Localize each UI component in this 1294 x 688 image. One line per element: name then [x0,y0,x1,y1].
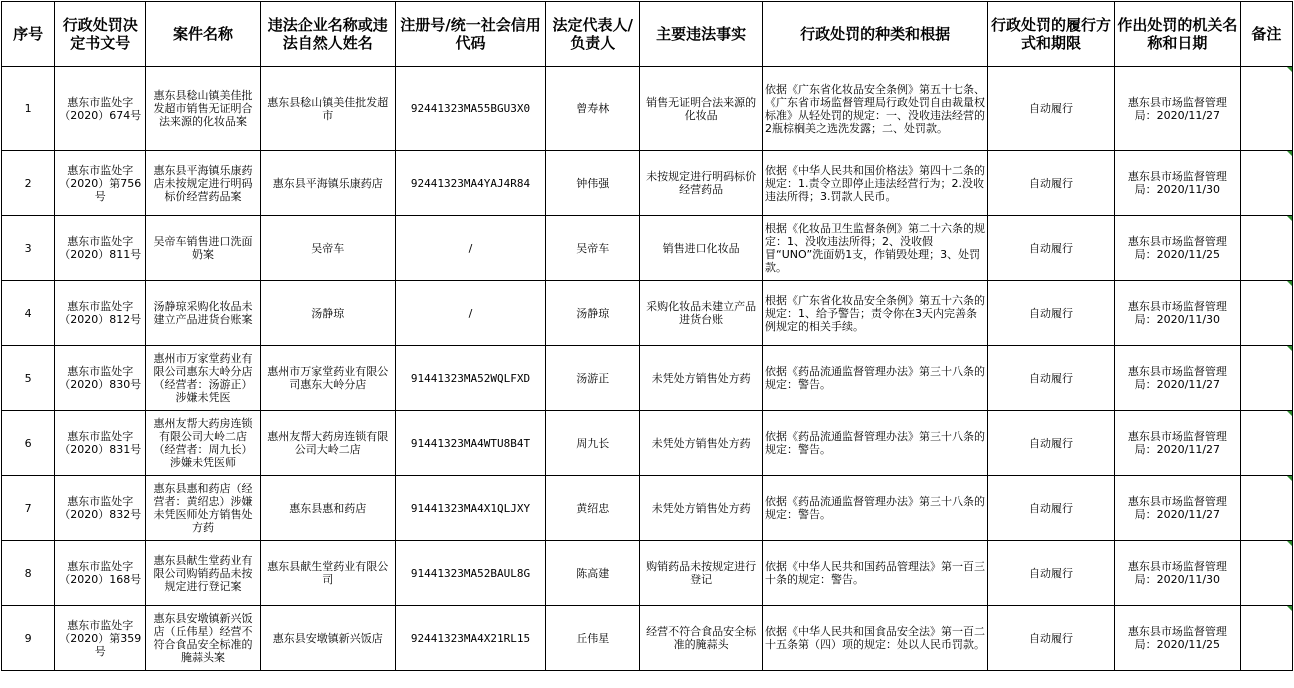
cell-case-name: 惠东县稔山镇美佳批发超市销售无证明合法来源的化妆品案 [146,67,261,151]
cell-seq: 5 [2,346,55,411]
cell-basis: 依据《药品流通监督管理办法》第三十八条的规定：警告。 [763,476,988,541]
cell-case-name: 惠州市万家堂药业有限公司惠东大岭分店（经营者：汤游正）涉嫌未凭医 [146,346,261,411]
cell-performance: 自动履行 [988,346,1115,411]
table-row [2,216,1293,281]
cell-decision-no: 惠东市监处字（2020）674号 [55,67,146,151]
cell-performance: 自动履行 [988,67,1115,151]
header-basis: 行政处罚的种类和根据 [763,2,988,67]
cell-authority: 惠东县市场监督管理局：2020/11/27 [1114,411,1240,476]
cell-party: 惠东县稔山镇美佳批发超市 [260,67,395,151]
cell-performance: 自动履行 [988,541,1115,606]
cell-legal-rep: 吴帝车 [546,216,640,281]
cell-basis: 依据《药品流通监督管理办法》第三十八条的规定：警告。 [763,346,988,411]
cell-authority: 惠东县市场监督管理局：2020/11/27 [1114,67,1240,151]
cell-facts: 未凭处方销售处方药 [640,411,763,476]
cell-decision-no: 惠东市监处字（2020）831号 [55,411,146,476]
cell-seq: 3 [2,216,55,281]
header-authority: 作出处罚的机关名称和日期 [1114,2,1240,67]
cell-performance: 自动履行 [988,216,1115,281]
cell-basis: 依据《广东省化妆品安全条例》第五十七条、《广东省市场监督管理局行政处罚自由裁量权标准》从轻处罚的规定：一、没收违法经营的2瓶棕榈美之选洗发露；二、处罚款。 [763,67,988,151]
cell-authority: 惠东县市场监督管理局：2020/11/30 [1114,151,1240,216]
cell-party: 惠东县安墩镇新兴饭店 [260,606,395,671]
cell-case-name: 惠东县惠和药店（经营者：黄绍忠）涉嫌未凭医师处方销售处方药 [146,476,261,541]
cell-legal-rep: 陈高建 [546,541,640,606]
cell-facts: 采购化妆品未建立产品进货台账 [640,281,763,346]
cell-case-name: 吴帝车销售进口洗面奶案 [146,216,261,281]
cell-legal-rep: 汤静琼 [546,281,640,346]
cell-seq: 7 [2,476,55,541]
cell-facts: 未凭处方销售处方药 [640,346,763,411]
header-remarks: 备注 [1240,2,1292,67]
cell-case-name: 汤静琼采购化妆品未建立产品进货台账案 [146,281,261,346]
table-row [2,411,1293,476]
cell-seq: 8 [2,541,55,606]
cell-facts: 购销药品未按规定进行登记 [640,541,763,606]
header-performance: 行政处罚的履行方式和期限 [988,2,1115,67]
cell-seq: 4 [2,281,55,346]
cell-seq: 1 [2,67,55,151]
header-row [2,2,1293,67]
header-case-name: 案件名称 [146,2,261,67]
header-legal-rep: 法定代表人/负责人 [546,2,640,67]
cell-party: 惠东县惠和药店 [260,476,395,541]
cell-authority: 惠东县市场监督管理局：2020/11/30 [1114,541,1240,606]
cell-authority: 惠东县市场监督管理局：2020/11/25 [1114,216,1240,281]
cell-seq: 9 [2,606,55,671]
cell-remarks [1240,541,1292,606]
cell-case-name: 惠东县安墩镇新兴饭店（丘伟星）经营不符合食品安全标准的腌蒜头案 [146,606,261,671]
cell-reg-code: / [395,216,545,281]
table-row [2,346,1293,411]
cell-legal-rep: 汤游正 [546,346,640,411]
cell-performance: 自动履行 [988,151,1115,216]
cell-case-name: 惠东县平海镇乐康药店未按规定进行明码标价经营药品案 [146,151,261,216]
cell-performance: 自动履行 [988,411,1115,476]
cell-reg-code: 91441323MA4WTU8B4T [395,411,545,476]
cell-legal-rep: 丘伟星 [546,606,640,671]
header-party: 违法企业名称或违法自然人姓名 [260,2,395,67]
cell-remarks [1240,67,1292,151]
cell-remarks [1240,281,1292,346]
cell-legal-rep: 曾寿林 [546,67,640,151]
cell-legal-rep: 钟伟强 [546,151,640,216]
table-row [2,606,1293,671]
cell-case-name: 惠州友帮大药房连锁有限公司大岭二店（经营者：周九长）涉嫌未凭医师 [146,411,261,476]
cell-reg-code: 91441323MA52BAUL8G [395,541,545,606]
cell-remarks [1240,606,1292,671]
cell-basis: 依据《中华人民共和国食品安全法》第一百二十五条第（四）项的规定：处以人民币罚款。 [763,606,988,671]
header-facts: 主要违法事实 [640,2,763,67]
cell-reg-code: 91441323MA52WQLFXD [395,346,545,411]
cell-remarks [1240,411,1292,476]
cell-decision-no: 惠东市监处字（2020）811号 [55,216,146,281]
cell-party: 吴帝车 [260,216,395,281]
cell-basis: 依据《药品流通监督管理办法》第三十八条的规定：警告。 [763,411,988,476]
cell-reg-code: 92441323MA55BGU3X0 [395,67,545,151]
table-row [2,476,1293,541]
header-reg-code: 注册号/统一社会信用代码 [395,2,545,67]
cell-reg-code: / [395,281,545,346]
cell-authority: 惠东县市场监督管理局：2020/11/30 [1114,281,1240,346]
cell-reg-code: 92441323MA4YAJ4R84 [395,151,545,216]
cell-decision-no: 惠东市监处字（2020）830号 [55,346,146,411]
cell-legal-rep: 周九长 [546,411,640,476]
cell-decision-no: 惠东市监处字（2020）第359号 [55,606,146,671]
cell-facts: 销售进口化妆品 [640,216,763,281]
cell-facts: 未凭处方销售处方药 [640,476,763,541]
table-row [2,151,1293,216]
cell-authority: 惠东县市场监督管理局：2020/11/27 [1114,346,1240,411]
cell-case-name: 惠东县献生堂药业有限公司购销药品未按规定进行登记案 [146,541,261,606]
cell-basis: 根据《化妆品卫生监督条例》第二十六条的规定：1、没收违法所得；2、没收假冒“UNO”洗面奶1支，作销毁处理；3、处罚款。 [763,216,988,281]
table-row [2,541,1293,606]
header-decision-no: 行政处罚决定书文号 [55,2,146,67]
cell-decision-no: 惠东市监处字（2020）832号 [55,476,146,541]
cell-party: 惠州友帮大药房连锁有限公司大岭二店 [260,411,395,476]
cell-performance: 自动履行 [988,281,1115,346]
cell-facts: 未按规定进行明码标价经营药品 [640,151,763,216]
cell-remarks [1240,346,1292,411]
cell-authority: 惠东县市场监督管理局：2020/11/27 [1114,476,1240,541]
cell-party: 惠东县平海镇乐康药店 [260,151,395,216]
cell-legal-rep: 黄绍忠 [546,476,640,541]
cell-facts: 经营不符合食品安全标准的腌蒜头 [640,606,763,671]
cell-seq: 6 [2,411,55,476]
cell-performance: 自动履行 [988,476,1115,541]
cell-basis: 依据《中华人民共和国价格法》第四十二条的规定：1.责令立即停止违法经营行为；2.没收违法所得；3.罚款人民币。 [763,151,988,216]
cell-decision-no: 惠东市监处字（2020）第756号 [55,151,146,216]
table-row [2,281,1293,346]
table-row [2,67,1293,151]
cell-remarks [1240,216,1292,281]
cell-authority: 惠东县市场监督管理局：2020/11/25 [1114,606,1240,671]
penalty-table [1,1,1293,671]
header-seq: 序号 [2,2,55,67]
cell-party: 汤静琼 [260,281,395,346]
cell-reg-code: 91441323MA4X1QLJXY [395,476,545,541]
cell-decision-no: 惠东市监处字（2020）812号 [55,281,146,346]
cell-basis: 根据《广东省化妆品安全条例》第五十六条的规定：1、给予警告；责令你在3天内完善条例规定的相关手续。 [763,281,988,346]
cell-remarks [1240,476,1292,541]
cell-seq: 2 [2,151,55,216]
cell-remarks [1240,151,1292,216]
cell-facts: 销售无证明合法来源的化妆品 [640,67,763,151]
cell-decision-no: 惠东市监处字（2020）168号 [55,541,146,606]
cell-performance: 自动履行 [988,606,1115,671]
cell-party: 惠东县献生堂药业有限公司 [260,541,395,606]
cell-party: 惠州市万家堂药业有限公司惠东大岭分店 [260,346,395,411]
cell-basis: 依据《中华人民共和国药品管理法》第一百三十条的规定：警告。 [763,541,988,606]
cell-reg-code: 92441323MA4X21RL15 [395,606,545,671]
